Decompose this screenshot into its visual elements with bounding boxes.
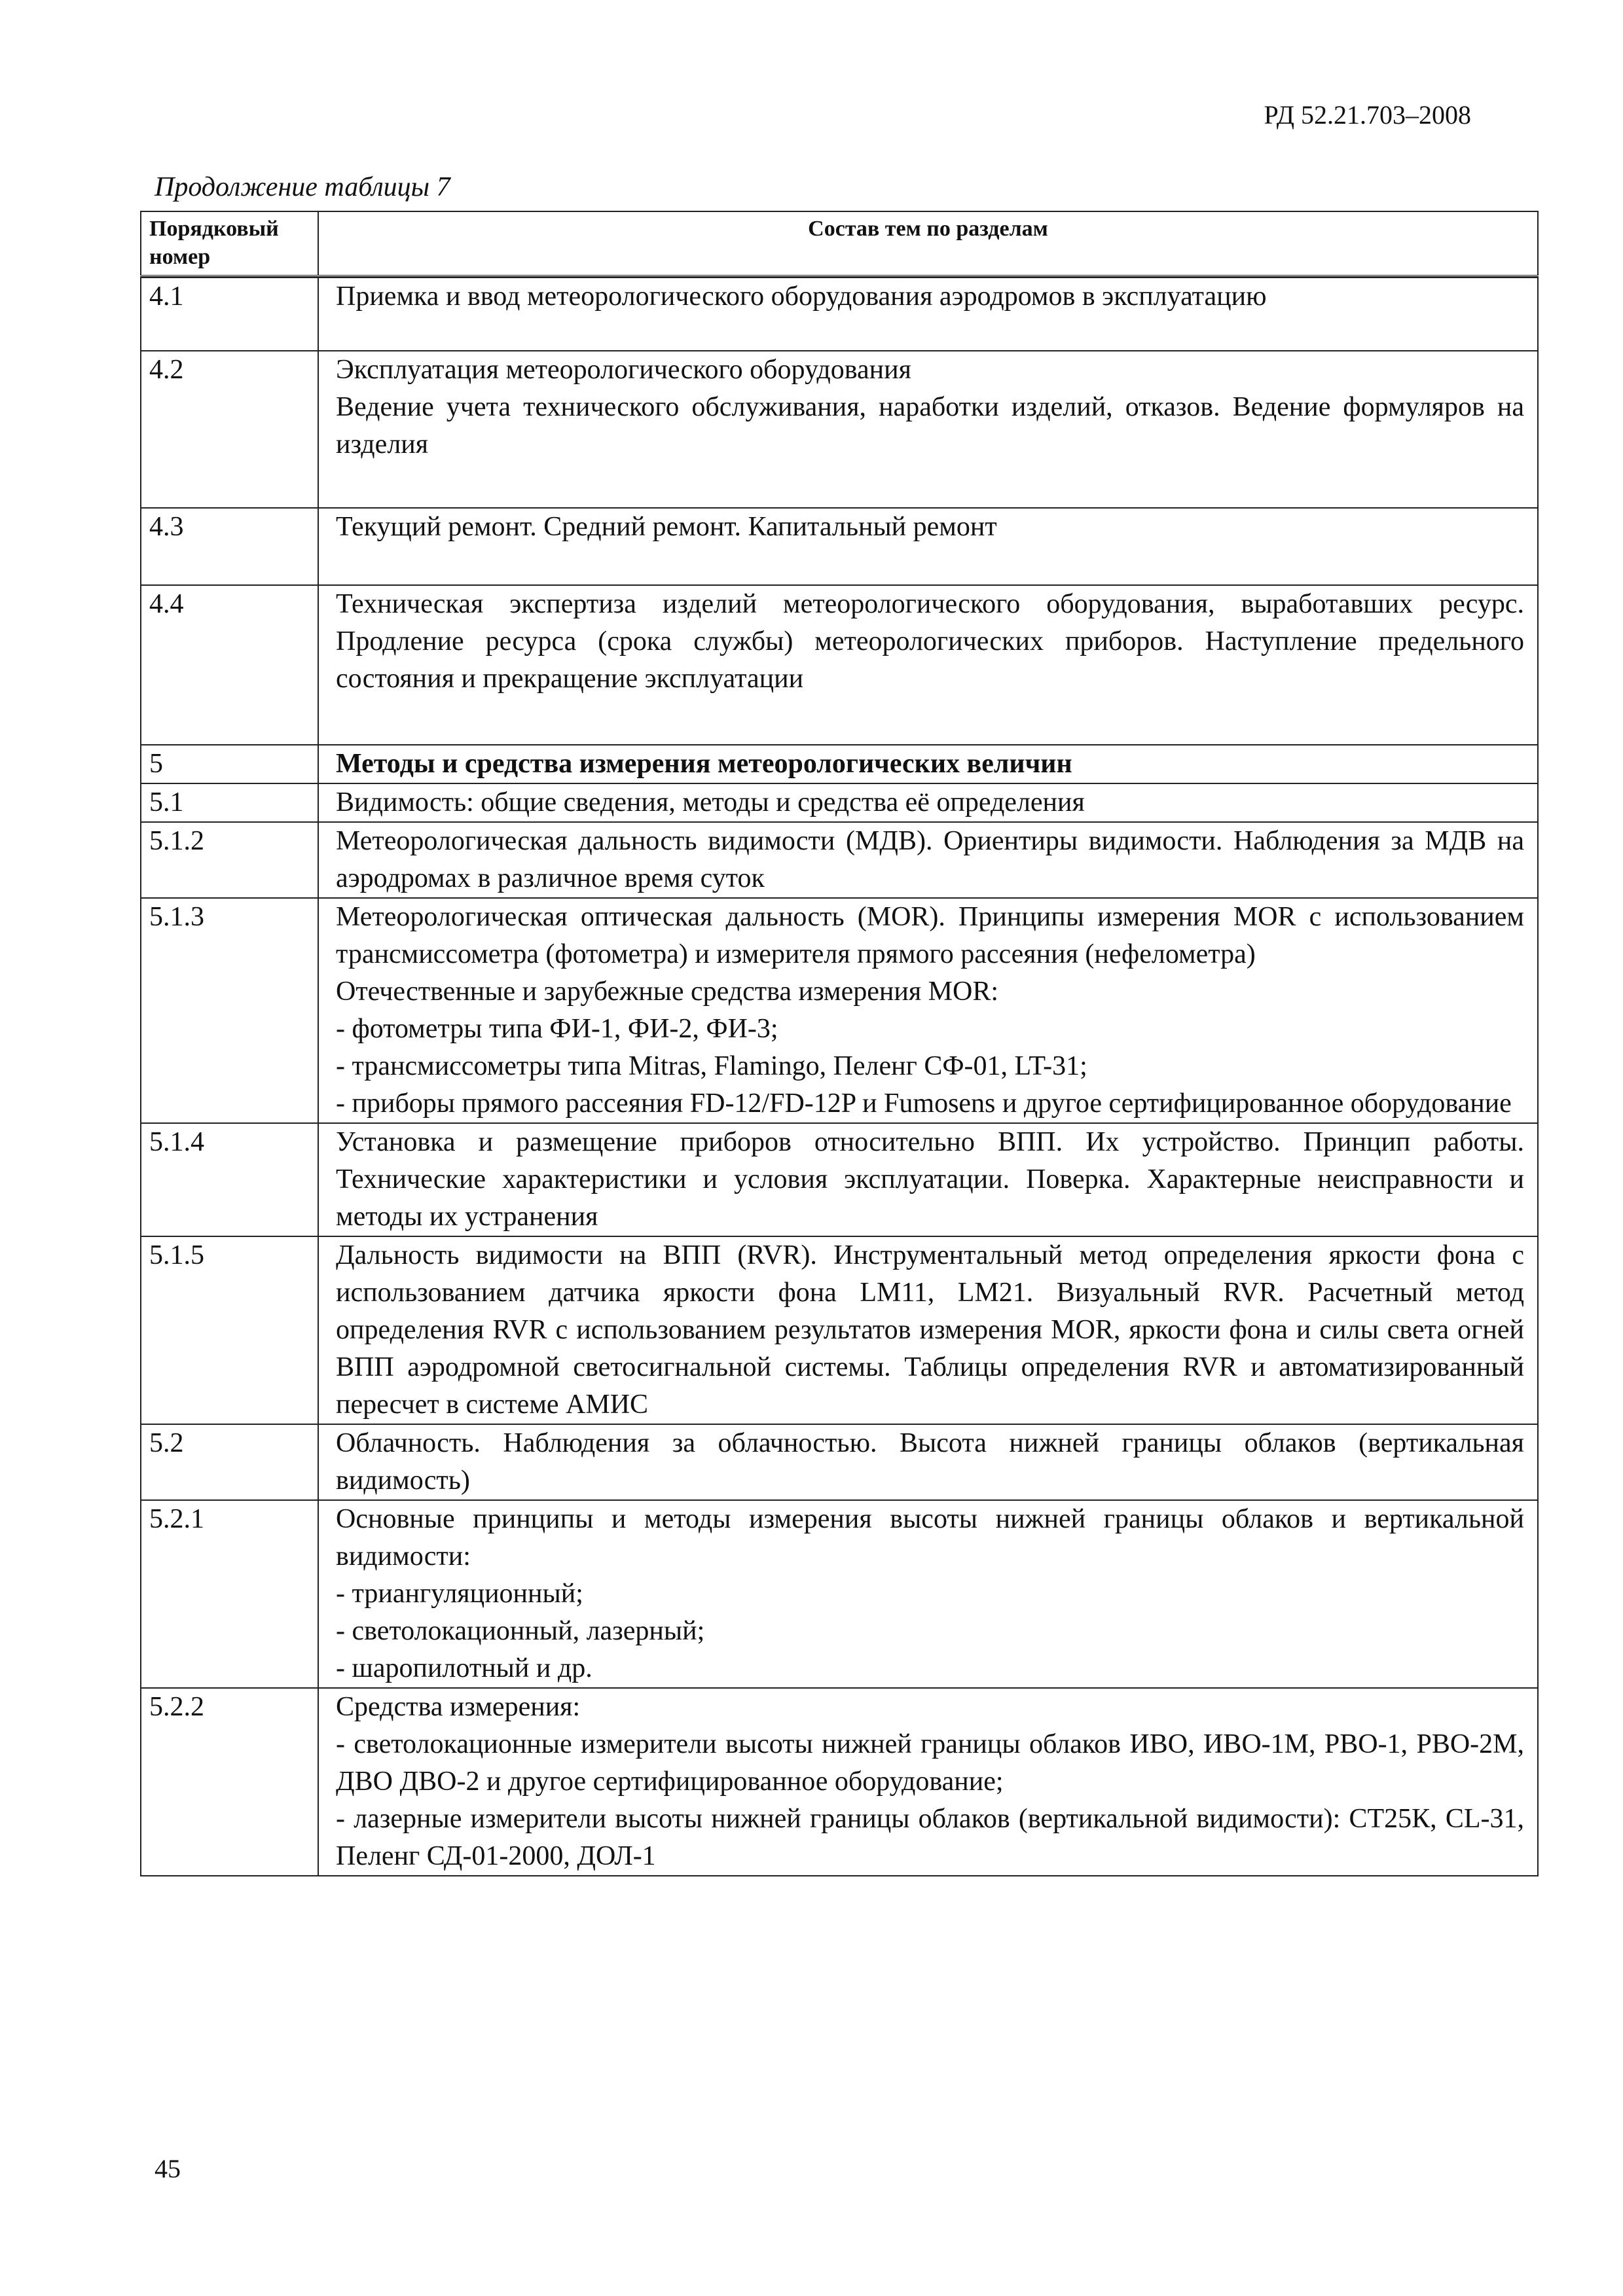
row-number: 5.1.5 — [141, 1236, 318, 1424]
row-number: 5.2 — [141, 1424, 318, 1500]
table-row — [141, 1688, 1538, 1876]
table-row — [141, 1424, 1538, 1500]
table-row — [141, 822, 1538, 898]
row-number: 5.1.2 — [141, 822, 318, 898]
row-number: 5.1 — [141, 783, 318, 822]
row-number: 4.3 — [141, 508, 318, 585]
table-row — [141, 278, 1538, 351]
row-number: 5 — [141, 745, 318, 783]
row-number: 4.2 — [141, 351, 318, 508]
row-number: 5.1.3 — [141, 898, 318, 1123]
table-row — [141, 1500, 1538, 1688]
column-header-topics: Состав тем по разделам — [318, 211, 1538, 276]
table-header-row — [141, 211, 1538, 276]
row-number: 5.2.1 — [141, 1500, 318, 1688]
row-number: 4.1 — [141, 278, 318, 351]
row-topics: Эксплуатация метеорологического оборудования Ведение учета технического обслуживания, наработки изделий, отказов. Ведение формуляров на изделия — [318, 351, 1538, 508]
document-code: РД 52.21.703–2008 — [1264, 100, 1471, 130]
column-header-number: Порядковый номер — [141, 211, 318, 276]
row-topics: Средства измерения: - светолокационные измерители высоты нижней границы облаков ИВО, ИВО-1М, РВО-1, РВО-2М, ДВО ДВО-2 и другое сертифицированное оборудование; - лазерные измерители высоты нижней границы облаков (вертикальной видимости): СТ25К, CL-31, Пеленг СД-01-2000, ДОЛ-1 — [318, 1688, 1538, 1876]
row-topics: Метеорологическая дальность видимости (МДВ). Ориентиры видимости. Наблюдения за МДВ на аэродромах в различное время суток — [318, 822, 1538, 898]
row-number: 5.2.2 — [141, 1688, 318, 1876]
table-row — [141, 898, 1538, 1123]
table-row — [141, 585, 1538, 745]
row-topics: Методы и средства измерения метеорологических величин — [318, 745, 1538, 783]
row-topics: Облачность. Наблюдения за облачностью. Высота нижней границы облаков (вертикальная видимость) — [318, 1424, 1538, 1500]
table-row — [141, 1236, 1538, 1424]
row-topics: Видимость: общие сведения, методы и средства её определения — [318, 783, 1538, 822]
table-caption: Продолжение таблицы 7 — [155, 172, 450, 202]
table-row — [141, 508, 1538, 585]
table-row — [141, 351, 1538, 508]
row-topics: Основные принципы и методы измерения высоты нижней границы облаков и вертикальной видимости: - триангуляционный; - светолокационный, лазерный; - шаропилотный и др. — [318, 1500, 1538, 1688]
row-number: 5.1.4 — [141, 1123, 318, 1236]
row-topics: Метеорологическая оптическая дальность (MOR). Принципы измерения MOR с использованием трансмиссометра (фотометра) и измерителя прямого рассеяния (нефелометра) Отечественные и зарубежные средства измерения MOR: - фотометры типа ФИ-1, ФИ-2, ФИ-3; - трансмиссометры типа Mitras, Flamingo, Пеленг СФ-01, LT-31; - приборы прямого рассеяния FD-12/FD-12P и Fumosens и другое сертифицированное оборудование — [318, 898, 1538, 1123]
row-topics: Дальность видимости на ВПП (RVR). Инструментальный метод определения яркости фона с использованием датчика яркости фона LM11, LM21. Визуальный RVR. Расчетный метод определения RVR с использованием результатов измерения MOR, яркости фона и силы света огней ВПП аэродромной светосигнальной системы. Таблицы определения RVR и автоматизированный пересчет в системе АМИС — [318, 1236, 1538, 1424]
topics-table — [140, 211, 1539, 1876]
page-number: 45 — [155, 2154, 181, 2183]
table-row — [141, 745, 1538, 783]
table-row — [141, 783, 1538, 822]
row-topics: Установка и размещение приборов относительно ВПП. Их устройство. Принцип работы. Технические характеристики и условия эксплуатации. Поверка. Характерные неисправности и методы их устранения — [318, 1123, 1538, 1236]
row-topics: Техническая экспертиза изделий метеорологического оборудования, выработавших ресурс. Продление ресурса (срока службы) метеорологических приборов. Наступление предельного состояния и прекращение эксплуатации — [318, 585, 1538, 745]
row-topics: Приемка и ввод метеорологического оборудования аэродромов в эксплуатацию — [318, 278, 1538, 351]
row-topics: Текущий ремонт. Средний ремонт. Капитальный ремонт — [318, 508, 1538, 585]
table-row — [141, 1123, 1538, 1236]
row-number: 4.4 — [141, 585, 318, 745]
